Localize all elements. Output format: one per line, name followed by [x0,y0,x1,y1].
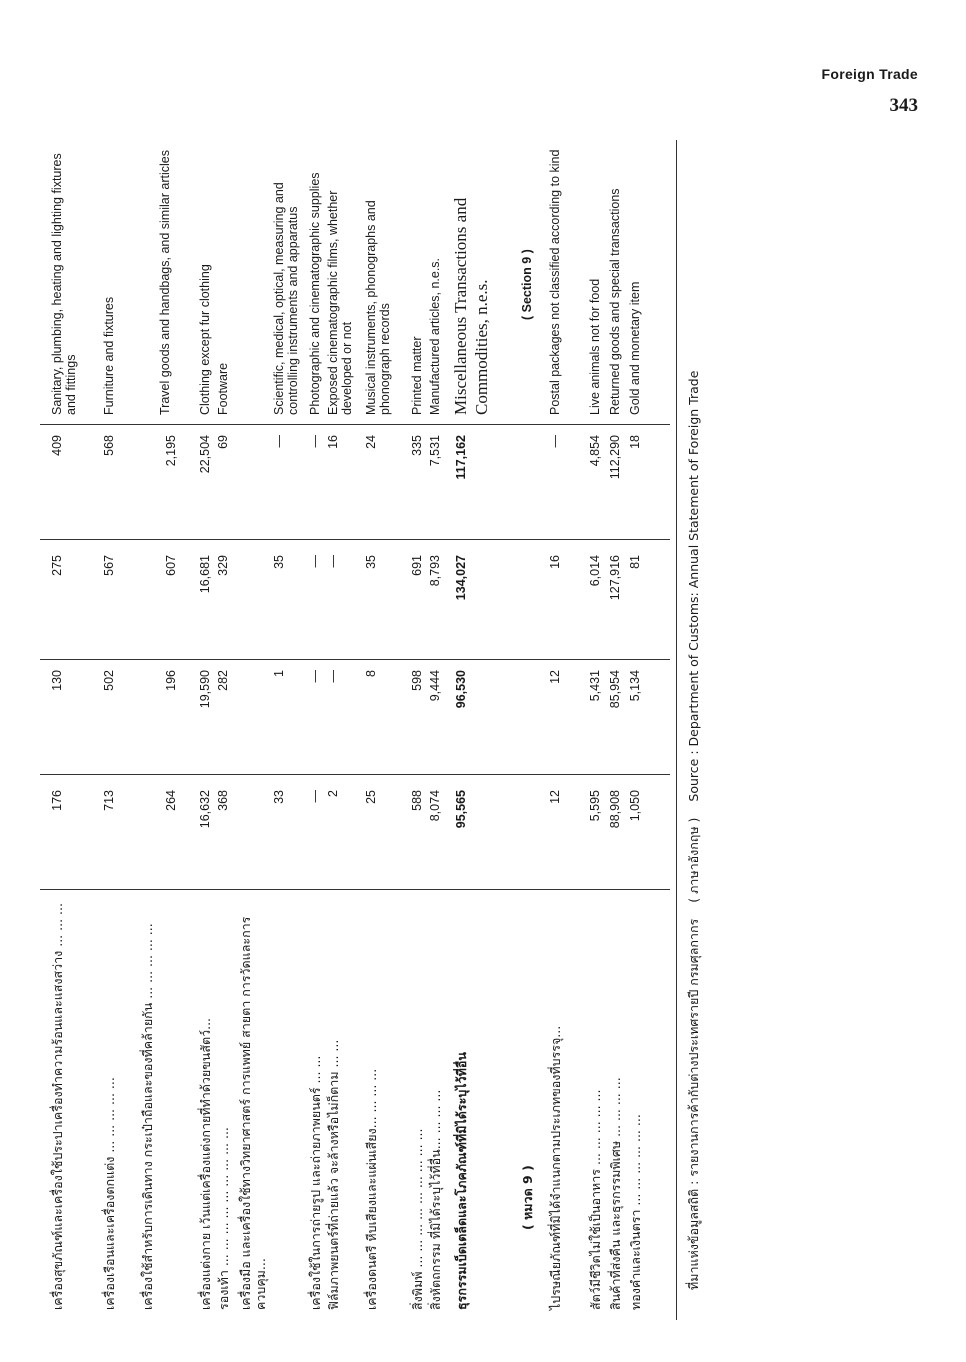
value-col-3: 6,014 [588,555,602,587]
value-col-1: 2 [326,790,340,797]
value-col-4: 4,854 [588,435,602,467]
english-label: Gold and monetary item [628,281,642,415]
thai-label: ( หมวด 9 ) [520,1165,535,1230]
value-col-2: 96,530 [454,670,468,709]
value-col-2: 282 [216,670,230,691]
thai-label: สินค้าที่ส่งคืน และธุรกรรมพิเศษ ... ... ... ... [608,1077,623,1310]
english-label: Returned goods and special transactions [608,188,622,415]
value-col-1: 25 [364,790,378,804]
value-col-1: 33 [272,790,286,804]
english-label: Musical instruments, phonographs and phonograph records [364,200,392,415]
value-col-3: 35 [364,555,378,569]
section-header: Foreign Trade [821,66,918,82]
value-col-2: 8 [364,670,378,677]
value-col-2: 9,444 [428,670,442,702]
value-col-3: 607 [164,555,178,576]
value-col-4: — [308,435,322,448]
value-col-3: 81 [628,555,642,569]
thai-label: ฟิล์มภาพยนตร์ที่ถ่ายแล้ว จะล้างหรือไม่ก็ตาม ... ... [326,1039,341,1310]
value-col-3: 567 [102,555,116,576]
english-label: ( Section 9 ) [520,249,534,320]
value-col-1: 588 [410,790,424,811]
value-col-2: — [326,670,340,683]
source-thai-note: ( ภาษาอังกฤษ ) [686,817,701,903]
value-col-4: 16 [326,435,340,449]
thai-label: เครื่องดนตรี หีบเสียงและแผ่นเสียง... ... ... ... [364,1068,379,1310]
value-col-2: 598 [410,670,424,691]
value-col-4: 7,531 [428,435,442,467]
value-col-4: 2,195 [164,435,178,467]
value-col-3: — [308,555,322,568]
thai-label: สิ่งพิมพ์ ... ... ... ... ... ... ... ... ... [410,1128,425,1310]
value-col-4: 409 [50,435,64,456]
value-col-4: 24 [364,435,378,449]
column-divider [40,889,670,890]
value-col-2: 1 [272,670,286,677]
value-col-3: 8,793 [428,555,442,587]
value-col-4: — [272,435,286,448]
english-label: Manufactured articles, n.e.s. [428,257,442,415]
trade-table [40,140,710,1320]
value-col-4: 335 [410,435,424,456]
value-col-1: 16,632 [198,790,212,829]
thai-label: เครื่องเรือนและเครื่องตกแต่ง ... ... ... ... ... [102,1077,117,1310]
value-col-3: 16 [548,555,562,569]
value-col-1: 713 [102,790,116,811]
thai-label: เครื่องสุขภัณฑ์และเครื่องใช้ประปาเครื่องทำความร้อนและแสงสว่าง ... ... ... [50,903,65,1310]
english-label: Travel goods and handbags, and similar articles [158,150,172,415]
english-label: Live animals not for food [588,278,602,415]
english-label: Miscellaneous Transactions and Commodities, n.e.s. [451,197,491,415]
value-col-4: 69 [216,435,230,449]
value-col-2: 12 [548,670,562,684]
value-col-2: 5,431 [588,670,602,702]
value-col-2: — [308,670,322,683]
thai-label: ทองคำและเงินตรา ... ... ... ... ... ... [628,1114,643,1310]
value-col-3: 329 [216,555,230,576]
value-col-1: 264 [164,790,178,811]
thai-label: ธุรกรรมเบ็ดเตล็ดและโภคภัณฑ์ที่มิได้ระบุไว้ที่อื่น [454,1052,469,1310]
english-label: Furniture and fixtures [102,296,116,415]
column-divider [40,774,670,775]
value-col-1: 12 [548,790,562,804]
value-col-3: 134,027 [454,555,468,601]
english-label: Scientific, medical, optical, measuring and controlling instruments and apparatus [272,182,300,415]
value-col-2: 5,134 [628,670,642,702]
thai-label: สิ่งหัตถกรรม ที่มิได้ระบุไว้ที่อื่น... ... ... ... [428,1089,443,1310]
english-label: Footware [216,362,230,415]
thai-label: เครื่องแต่งกาย เว้นแต่เครื่องแต่งกายที่ทำด้วยขนสัตว์... [198,1017,213,1310]
thai-label: ไปรษณียภัณฑ์ที่มิได้จำแนกตามประเภทของที่บรรจุ... [548,1025,563,1310]
value-col-3: 16,681 [198,555,212,594]
value-col-1: 368 [216,790,230,811]
value-col-3: 35 [272,555,286,569]
thai-label: เครื่องใช้ในการถ่ายรูป และถ่ายภาพยนตร์ ... ... [308,1055,323,1310]
thai-label: เครื่องใช้สำหรับการเดินทาง กระเป๋าถือและของที่คล้ายกัน ... ... ... ... ... [140,923,155,1310]
source-rule [676,140,677,1320]
value-col-4: 117,162 [454,435,468,480]
thai-label: สัตว์มีชีวิตไม่ใช้เป็นอาหาร ... ... ... ... ... [588,1089,603,1310]
english-label: Exposed cinematographic films, whether developed or not [326,190,354,415]
value-col-4: 18 [628,435,642,449]
english-label: Clothing except fur clothing [198,264,212,415]
value-col-1: 95,565 [454,790,468,829]
value-col-1: 8,074 [428,790,442,822]
column-divider [40,539,670,540]
value-col-3: 127,916 [608,555,622,601]
thai-label: เครื่องมือ และเครื่องใช้ทางวิทยาศาสตร์ การแพทย์ สายตา การวัดและการควบคุม... [238,916,268,1310]
value-col-2: 85,954 [608,670,622,709]
value-col-4: 112,290 [608,435,622,480]
value-col-2: 130 [50,670,64,691]
value-col-2: 19,590 [198,670,212,709]
source-thai: ที่มาแห่งข้อมูลสถิติ : รายงานการค้ากับต่างประเทศรายปี กรมศุลกากร [686,918,701,1290]
value-col-1: 176 [50,790,64,811]
value-col-4: 568 [102,435,116,456]
column-divider [40,424,670,425]
column-divider [40,659,670,660]
thai-label: รองเท้า ... ... ... ... ... ... ... ... ... [216,1127,231,1310]
value-col-4: 22,504 [198,435,212,474]
english-label: Postal packages not classified according to kind [548,149,562,415]
value-col-1: 88,908 [608,790,622,829]
value-col-4: — [548,435,562,448]
value-col-3: 275 [50,555,64,576]
value-col-1: — [308,790,322,803]
english-label: Sanitary, plumbing, heating and lighting fixtures and fittings [50,153,78,415]
value-col-2: 502 [102,670,116,691]
english-label: Photographic and cinematographic supplies [308,172,322,415]
source-note [684,150,704,1290]
english-label: Printed matter [410,336,424,415]
value-col-1: 1,050 [628,790,642,822]
value-col-3: 691 [410,555,424,576]
source-english: Source : Department of Customs: Annual Statement of Foreign Trade [686,370,701,802]
value-col-1: 5,595 [588,790,602,822]
value-col-2: 196 [164,670,178,691]
page-number: 343 [889,95,918,116]
value-col-3: — [326,555,340,568]
